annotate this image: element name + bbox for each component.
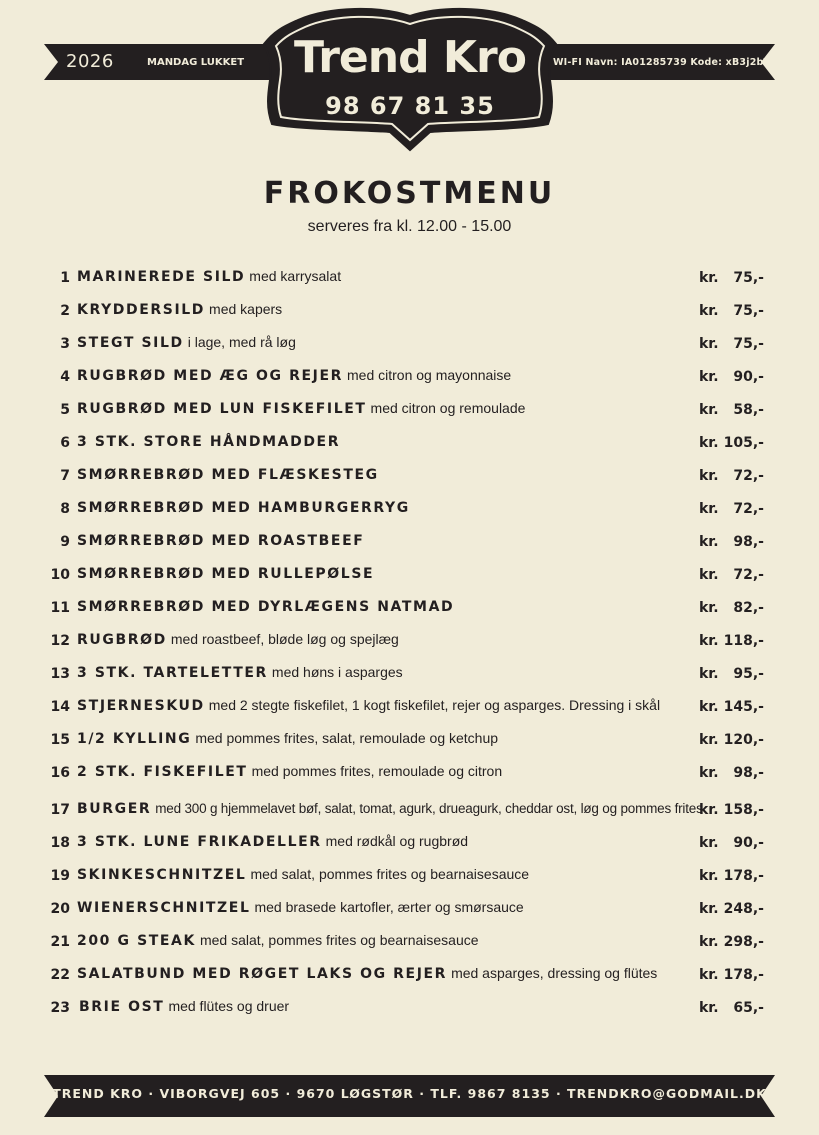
menu-item-price: 82,- (733, 600, 764, 616)
menu-item-name: 1/2 KYLLING (77, 731, 192, 747)
menu-item-currency: kr. (699, 303, 719, 319)
menu-item (0, 268, 819, 292)
menu-item (0, 433, 819, 457)
menu-item-currency: kr. (699, 732, 719, 748)
menu-item (0, 697, 819, 721)
menu-item-description (77, 899, 524, 917)
menu-item-price: 158,- (723, 802, 764, 818)
menu-item-number: 2 (60, 303, 70, 319)
menu-item-number: 21 (50, 934, 70, 950)
menu-item-description (77, 334, 296, 352)
menu-item-description (77, 499, 410, 517)
menu-item (0, 301, 819, 325)
menu-item-price: 72,- (733, 567, 764, 583)
wifi-info: WI-FI Navn: IA01285739 Kode: xB3j2bTL (553, 57, 777, 68)
menu-item-price: 75,- (733, 303, 764, 319)
menu-item-description (77, 932, 479, 950)
logo-name: Trend Kro (294, 32, 526, 83)
menu-item-currency: kr. (699, 270, 719, 286)
page-subtitle: serveres fra kl. 12.00 - 15.00 (307, 218, 512, 235)
menu-item-description (79, 998, 289, 1016)
menu-item-detail: i lage, med rå løg (187, 334, 296, 350)
menu-item-detail: med 300 g hjemmelavet bøf, salat, tomat, agurk, drueagurk, cheddar ost, løg og pommes frites (155, 801, 703, 816)
menu-item-number: 18 (50, 835, 70, 851)
menu-item (0, 998, 819, 1022)
menu-item-price: 145,- (723, 699, 764, 715)
menu-item-number: 12 (50, 633, 70, 649)
menu-item-description (77, 730, 498, 748)
menu-item (0, 932, 819, 956)
menu-item-number: 4 (60, 369, 70, 385)
menu-item (0, 833, 819, 857)
menu-item-number: 20 (50, 901, 70, 917)
menu-item-name: STJERNESKUD (77, 698, 205, 714)
menu-item (0, 532, 819, 556)
menu-item-currency: kr. (699, 567, 719, 583)
menu-item-price: 98,- (733, 765, 764, 781)
menu-item-currency: kr. (699, 369, 719, 385)
menu-item-description (77, 833, 468, 851)
menu-item-detail: med flütes og druer (168, 998, 290, 1014)
menu-item-price: 90,- (733, 835, 764, 851)
menu-item-name: RUGBRØD MED LUN FISKEFILET (77, 401, 367, 417)
menu-item-currency: kr. (699, 934, 719, 950)
menu-item-name: RUGBRØD MED ÆG OG REJER (77, 368, 343, 384)
menu-item-name: BURGER (77, 801, 152, 817)
menu-item (0, 763, 819, 787)
menu-item-price: 58,- (733, 402, 764, 418)
menu-item-number: 16 (50, 765, 70, 781)
menu-item-name: 3 STK. TARTELETTER (77, 665, 268, 681)
logo-phone: 98 67 81 35 (325, 92, 495, 120)
menu-item-name: SMØRREBRØD MED HAMBURGERRYG (77, 500, 410, 516)
menu-item-detail: med citron og mayonnaise (347, 367, 512, 383)
menu-item-detail: med rødkål og rugbrød (325, 833, 469, 849)
menu-item (0, 965, 819, 989)
menu-item-number: 22 (50, 967, 70, 983)
menu-item-name: SMØRREBRØD MED RULLEPØLSE (77, 566, 375, 582)
menu-item-price: 75,- (733, 336, 764, 352)
menu-item-name: WIENERSCHNITZEL (77, 900, 251, 916)
menu-item-detail: med pommes frites, salat, remoulade og ketchup (195, 730, 499, 746)
menu-item-name: SKINKESCHNITZEL (77, 867, 247, 883)
menu-item-number: 5 (60, 402, 70, 418)
menu-item-number: 23 (50, 1000, 70, 1016)
menu-item-currency: kr. (699, 600, 719, 616)
menu-item-currency: kr. (699, 435, 719, 451)
menu-item-description (77, 866, 529, 884)
menu-item-number: 8 (60, 501, 70, 517)
menu-item-description (77, 532, 364, 550)
menu-item-detail: med 2 stegte fiskefilet, 1 kogt fiskefilet, rejer og asparges. Dressing i skål (208, 697, 661, 713)
menu-item-description (77, 268, 341, 286)
menu-item-price: 75,- (733, 270, 764, 286)
menu-item-currency: kr. (699, 967, 719, 983)
menu-item-currency: kr. (699, 633, 719, 649)
menu-item-name: 3 STK. LUNE FRIKADELLER (77, 834, 322, 850)
menu-item-description (77, 965, 657, 983)
menu-item-price: 120,- (723, 732, 764, 748)
menu-item (0, 400, 819, 424)
menu-item-currency: kr. (699, 336, 719, 352)
menu-item-description (77, 565, 374, 583)
menu-item-name: STEGT SILD (77, 335, 184, 351)
menu-item-currency: kr. (699, 835, 719, 851)
menu-item-description (77, 763, 502, 781)
menu-item (0, 565, 819, 589)
menu-item-currency: kr. (699, 765, 719, 781)
menu-item (0, 598, 819, 622)
menu-item-number: 9 (60, 534, 70, 550)
menu-item-detail: med citron og remoulade (370, 400, 526, 416)
menu-item-description (77, 598, 454, 616)
menu-item-description (77, 400, 525, 418)
menu-item-price: 105,- (723, 435, 764, 451)
menu-item-description (77, 800, 703, 818)
menu-item (0, 730, 819, 754)
menu-item-description (77, 697, 660, 715)
menu-item-currency: kr. (699, 468, 719, 484)
menu-item-price: 95,- (733, 666, 764, 682)
menu-item-number: 1 (60, 270, 70, 286)
menu-item (0, 334, 819, 358)
menu-item (0, 367, 819, 391)
menu-item-name: SMØRREBRØD MED DYRLÆGENS NATMAD (77, 599, 455, 615)
menu-item-number: 15 (50, 732, 70, 748)
menu-item-description (77, 433, 340, 451)
menu-item (0, 664, 819, 688)
menu-item-detail: med høns i asparges (271, 664, 403, 680)
menu-item-price: 298,- (723, 934, 764, 950)
menu-item (0, 499, 819, 523)
menu-item-number: 3 (60, 336, 70, 352)
menu-item-number: 7 (60, 468, 70, 484)
page-title: FROKOSTMENU (263, 176, 556, 211)
menu-item-price: 118,- (723, 633, 764, 649)
menu-item (0, 899, 819, 923)
closed-notice: MANDAG LUKKET (147, 57, 245, 68)
menu-item-number: 17 (50, 802, 70, 818)
menu-item-price: 72,- (733, 501, 764, 517)
menu-item-description (77, 664, 403, 682)
menu-item-name: 200 G STEAK (77, 933, 196, 949)
menu-item-detail: med brasede kartofler, ærter og smørsauce (254, 899, 524, 915)
menu-item-price: 72,- (733, 468, 764, 484)
menu-item-price: 178,- (723, 967, 764, 983)
menu-item-name: SMØRREBRØD MED ROASTBEEF (77, 533, 365, 549)
menu-item-currency: kr. (699, 901, 719, 917)
menu-item-detail: med roastbeef, bløde løg og spejlæg (170, 631, 399, 647)
menu-item-currency: kr. (699, 868, 719, 884)
menu-item-currency: kr. (699, 666, 719, 682)
menu-item-number: 10 (50, 567, 70, 583)
menu-item-description (77, 301, 282, 319)
menu-item-name: BRIE OST (79, 999, 165, 1015)
menu-item-name: SMØRREBRØD MED FLÆSKESTEG (77, 467, 379, 483)
menu-item-currency: kr. (699, 1000, 719, 1016)
menu-item-price: 248,- (723, 901, 764, 917)
menu-item (0, 866, 819, 890)
menu-item-name: RUGBRØD (77, 632, 167, 648)
menu-item-price: 98,- (733, 534, 764, 550)
menu-item-description (77, 367, 511, 385)
menu-item-price: 90,- (733, 369, 764, 385)
menu-item-price: 178,- (723, 868, 764, 884)
menu-item-name: 3 STK. STORE HÅNDMADDER (77, 434, 341, 450)
menu-item-number: 11 (50, 600, 70, 616)
menu-item-detail: med asparges, dressing og flütes (451, 965, 658, 981)
menu-item-description (77, 631, 399, 649)
year-label: 2026 (66, 51, 114, 72)
menu-item (0, 466, 819, 490)
menu-item-detail: med pommes frites, remoulade og citron (251, 763, 503, 779)
menu-item-currency: kr. (699, 402, 719, 418)
menu-item-currency: kr. (699, 802, 719, 818)
menu-item-price: 65,- (733, 1000, 764, 1016)
menu-item-number: 13 (50, 666, 70, 682)
menu-item-detail: med karrysalat (249, 268, 342, 284)
menu-item-detail: med kapers (209, 301, 283, 317)
menu-item-currency: kr. (699, 501, 719, 517)
menu-item-detail: med salat, pommes frites og bearnaisesauce (199, 932, 479, 948)
menu-item (0, 631, 819, 655)
menu-item-currency: kr. (699, 534, 719, 550)
menu-item-number: 6 (60, 435, 70, 451)
menu-item-description (77, 466, 379, 484)
menu-item-number: 14 (50, 699, 70, 715)
menu-item-number: 19 (50, 868, 70, 884)
menu-item-detail: med salat, pommes frites og bearnaisesauce (250, 866, 530, 882)
menu-item-currency: kr. (699, 699, 719, 715)
menu-item-name: 2 STK. FISKEFILET (77, 764, 248, 780)
menu-item-name: MARINEREDE SILD (77, 269, 246, 285)
menu-item-name: KRYDDERSILD (77, 302, 206, 318)
menu-item-name: SALATBUND MED RØGET LAKS OG REJER (77, 966, 448, 982)
menu-item (0, 800, 819, 824)
footer-address: TREND KRO · VIBORGVEJ 605 · 9670 LØGSTØR · TLF. 9867 8135 · TRENDKRO@GODMAIL.DK (52, 1086, 767, 1101)
